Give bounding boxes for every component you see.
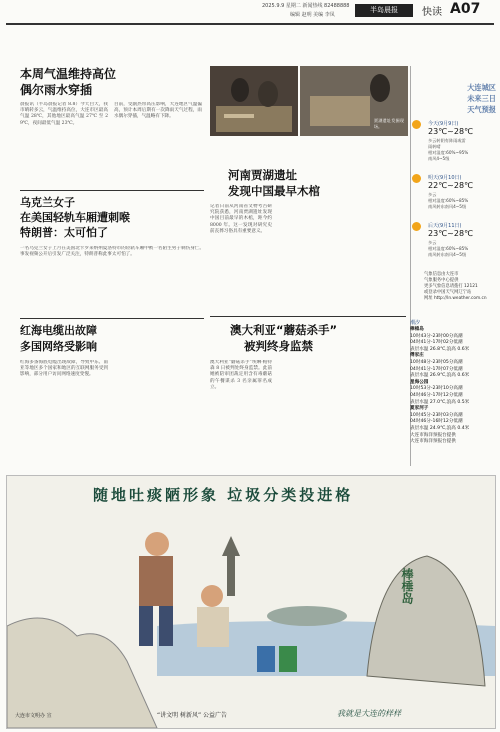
tide-line: 表层水温 24.9℃,浪高 0.4米	[410, 425, 470, 431]
weather-info-line: 网址 http://ln.weather.com.cn	[424, 296, 487, 301]
section-name: 快读	[422, 7, 442, 18]
article2-title-2: 在美国轻轨车厢遭刺喉	[20, 211, 130, 224]
weather-temp: 22℃~28℃	[428, 181, 474, 190]
excavation-photo-art	[210, 66, 298, 136]
article5-body-col1: 澳大利亚“蘑菇杀手”埃琳·帕特森 8 日被判处终身监禁。此前她被陪审团裁定用含有毒蘑菇的午餐谋杀 3 名亲属罪名成立。	[210, 360, 272, 390]
tide-line: 04时46分-16时12分低潮	[410, 419, 463, 425]
weather-desc-line: 多云转阴有阵雨或雷	[428, 138, 466, 143]
weather-desc	[428, 240, 494, 258]
weather-heading-line: 大连城区	[467, 83, 496, 92]
public-service-ad	[6, 475, 496, 729]
header-rule	[6, 23, 494, 25]
weather-date: 今天(9月9日)	[428, 121, 459, 127]
weather-day-today	[424, 118, 496, 174]
tide-title: 潮汐	[410, 320, 421, 326]
sun-cloud-icon	[412, 174, 421, 183]
weather-info	[424, 272, 496, 302]
article4-title-2: 发现中国最早木棺	[228, 184, 320, 198]
divider	[210, 316, 406, 317]
tide-line: 10时43分-23时00分高潮	[410, 333, 463, 339]
weather-desc	[428, 138, 494, 162]
article2-body: 一名乌克兰女子上月在美国北卡罗来纳州夏洛特市的轻轨车厢中被一名陌生男子刺伤身亡。事发视频公开后引发广泛关注，特朗普称此事太可怕了。	[20, 246, 204, 258]
divider	[20, 318, 204, 319]
date-line: 2025.9.9 星期二 新闻热线 82488888	[262, 3, 350, 9]
tide-line: 表层水温 26.8℃,浪高 0.6米	[410, 346, 470, 352]
article3-body-left: 红海多条海底电缆出现故障，导致中东、南亚等地区多个国家和地区的互联网服务受到影响，部分用户访问网络速度变慢。	[20, 360, 108, 378]
tide-location: 星海公园	[410, 379, 429, 385]
photo-caption: 贾湖遗址发掘现场。	[374, 118, 404, 129]
weather-info-line: 气象信息由大连市	[424, 272, 459, 277]
article5-body-col3	[342, 360, 406, 466]
sun-cloud-icon	[412, 222, 421, 231]
article3-title-1: 红海电缆出故障	[20, 324, 97, 337]
tide-line: 10时53分-23时10分高潮	[410, 386, 463, 392]
weather-temp: 23℃~28℃	[428, 229, 474, 238]
tide-location: 棒棰岛	[410, 327, 424, 332]
tide-line: 04时41分-17时02分低潮	[410, 340, 463, 346]
weather-info-line: 更多气象信息请拨打 12121	[424, 284, 478, 289]
divider	[20, 190, 204, 191]
sun-cloud-icon	[412, 120, 421, 129]
tide-line: 04时46分-17时12分低潮	[410, 392, 463, 398]
article2-title-3: 特朗普：太可怕了	[20, 226, 108, 239]
weather-info-line: 气象服务中心提供	[424, 278, 459, 283]
ad-tagline: 我就是大连的样样	[337, 709, 401, 718]
editor-line: 编辑 赵明 美编 李凤	[290, 12, 335, 18]
weather-info-line: 或登录中国天气网辽宁站	[424, 290, 472, 295]
weather-date: 后天(9月11日)	[428, 223, 462, 229]
weather-desc-line: 相对湿度:60%~95%	[428, 150, 469, 155]
article1-title-1: 本周气温维持高位	[20, 67, 117, 81]
weather-desc-line: 南风4~5级	[428, 156, 450, 161]
tide-line: 10时45分-23时03分高潮	[410, 412, 463, 418]
tide-line: 04时41分-17时07分低潮	[410, 366, 463, 372]
ad-headline: 随地吐痰陋形象 垃圾分类投进格	[93, 486, 354, 504]
weather-desc-line: 南风转东南风4~5级	[428, 204, 467, 209]
tide-line: 10时48分-23时05分高潮	[410, 359, 463, 365]
ad-sponsor: 大连市文明办 宣	[15, 713, 52, 719]
ad-rock-inscription: 棒棰岛	[400, 568, 414, 604]
weather-desc-line: 多云	[428, 192, 437, 197]
tide-location: 傅家庄	[410, 353, 424, 359]
weather-desc-line: 相对湿度:60%~85%	[428, 198, 469, 203]
article4-title-1: 河南贾湖遗址	[228, 168, 297, 182]
article5-body-col2	[276, 360, 338, 466]
article1-body-left: 晨报讯（半岛晨报记者 8.8）今天白天，我市晴转多云，气温维持高位，大连市区最高气温 28℃，其他地区最高气温 27℃ 至 29℃，夜间最低气温 23℃。	[20, 102, 108, 126]
article3-body-right	[114, 360, 202, 466]
photo-excavation	[210, 66, 298, 136]
weather-heading-line: 未来三日	[467, 94, 496, 103]
tide-line: 表层水温 26.9℃,浪高 0.6米	[410, 373, 470, 379]
weather-desc-line: 雨转晴	[428, 144, 441, 149]
tide-line: 表层水温 27.0℃,浪高 0.5米	[410, 399, 470, 405]
tide-source: 大连市海洋预报台提供	[410, 439, 456, 445]
weather-desc-line: 南风转东南风4~5级	[428, 252, 467, 257]
article5-title-1: 澳大利亚“蘑菇杀手”	[230, 323, 338, 337]
article2-title-1: 乌克兰女子	[20, 196, 75, 209]
page-number: A07	[450, 1, 481, 17]
article1-body-right: 目前，受副热带高压影响，大连地区气温偏高，预计本周后期有一次降雨天气过程，雨水偶尔穿插，气温略有下降。	[114, 102, 202, 120]
tide-location: 夏家河子	[410, 406, 429, 412]
article5-title-2: 被判终身监禁	[244, 339, 313, 353]
weather-temp: 23℃~28℃	[428, 127, 474, 136]
weather-desc-line: 相对湿度:60%~85%	[428, 246, 469, 251]
article4-body-col2	[276, 204, 338, 312]
weather-heading	[424, 82, 496, 115]
weather-desc	[428, 192, 494, 210]
tide-source: 大连市海洋预报台提供	[410, 432, 456, 438]
ad-illustration	[7, 476, 495, 728]
article1-title-2: 偶尔雨水穿插	[20, 83, 93, 97]
brand-logo: 半岛晨报	[355, 4, 413, 17]
tide-table	[410, 327, 496, 446]
weather-desc-line: 多云	[428, 240, 437, 245]
weather-heading-line: 天气预报	[467, 105, 496, 114]
article3-title-2: 多国网络受影响	[20, 340, 97, 353]
weather-date: 明天(9月10日)	[428, 175, 462, 181]
weather-day-after	[424, 220, 496, 276]
page-header	[0, 0, 500, 22]
ad-slogan: “讲文明 树新风” 公益广告	[157, 712, 228, 719]
article4-body-col1: 记者日前从河南省文物考古研究院获悉，河南贾湖遗址发现中国目前最早的木棺，距今约 8000 年。这一发现对研究史前丧葬习俗具有重要意义。	[210, 204, 272, 234]
article4-body-col3	[342, 204, 406, 312]
